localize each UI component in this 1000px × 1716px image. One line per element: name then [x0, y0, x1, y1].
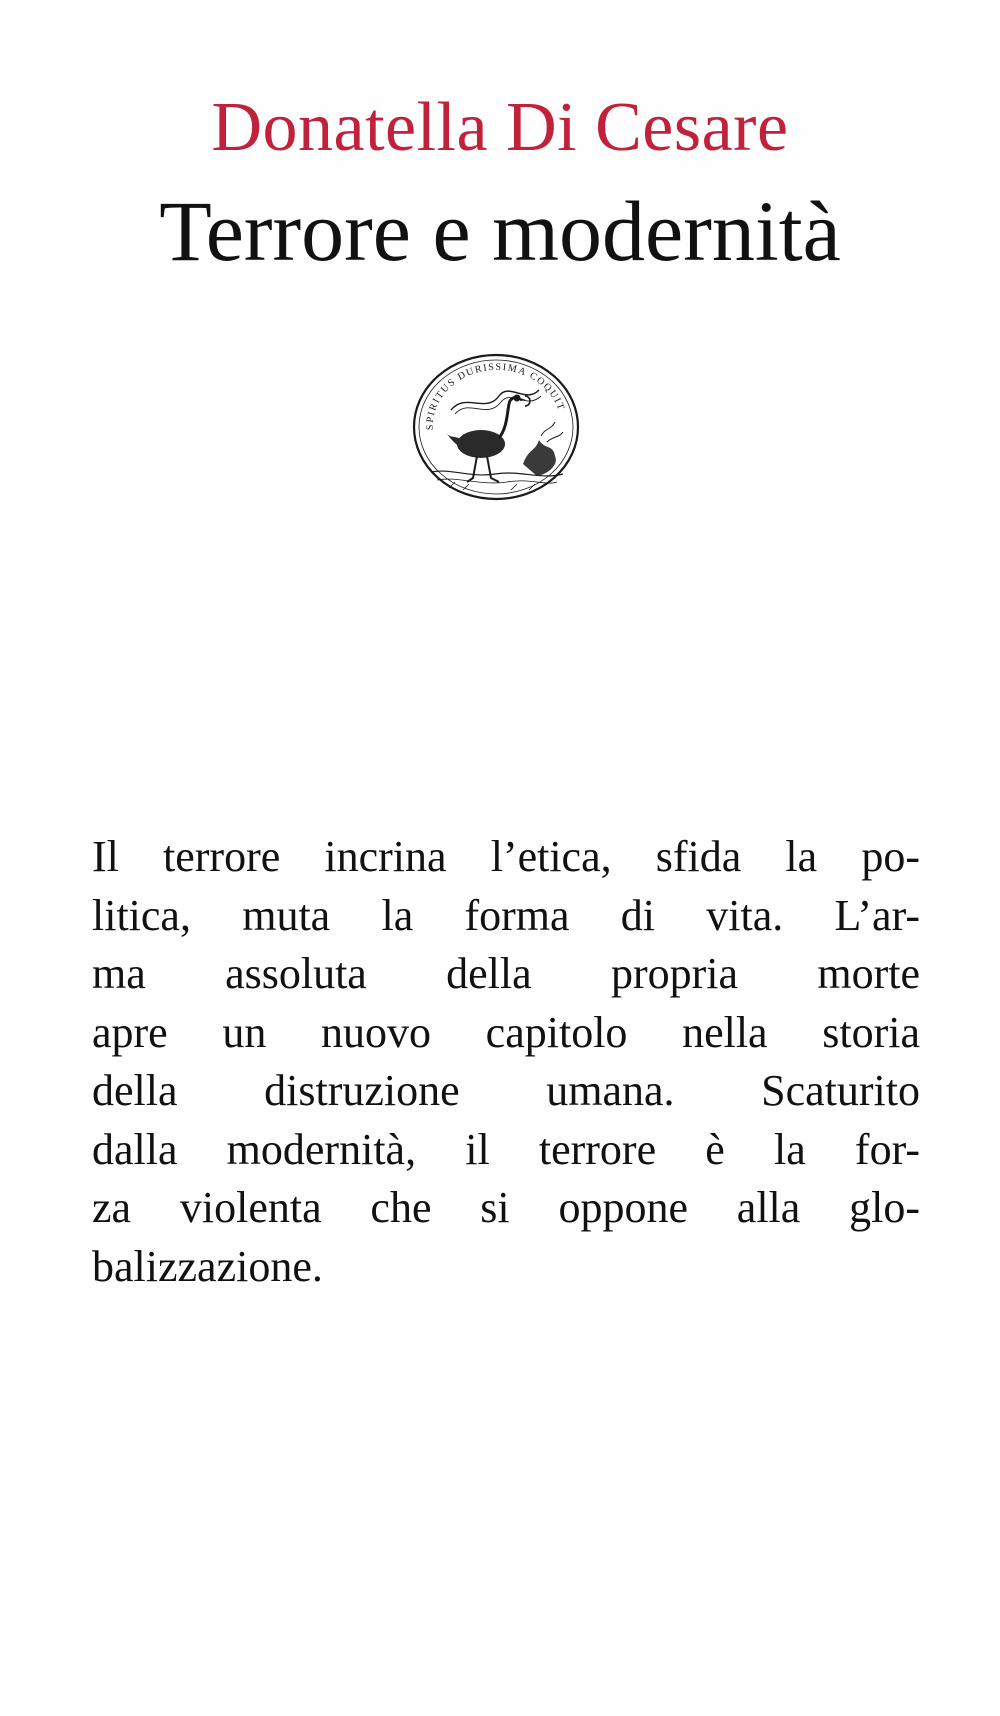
blurb-line: apre un nuovo capitolo nella storia	[92, 1007, 920, 1057]
blurb-line: della distruzione umana. Scaturito	[92, 1066, 920, 1115]
blurb-line: za violenta che si oppone alla glo-	[92, 1183, 920, 1232]
blurb-text	[92, 828, 920, 1296]
author-name: Donatella Di Cesare	[211, 89, 789, 166]
blurb-line: balizzazione.	[92, 1241, 323, 1291]
blurb-line: ma assoluta della propria morte	[92, 949, 920, 998]
blurb-line: dalla modernità, il terrore è la for-	[92, 1124, 920, 1174]
ostrich-seal-icon	[411, 352, 581, 502]
blurb-line: Il terrore incrina l’etica, sfida la po-	[92, 832, 920, 881]
blurb-line: litica, muta la forma di vita. L’ar-	[92, 890, 920, 940]
emblem-motto: SPIRITUS DURISSIMA COQUIT	[424, 361, 567, 431]
book-title: Terrore e modernità	[159, 183, 841, 279]
